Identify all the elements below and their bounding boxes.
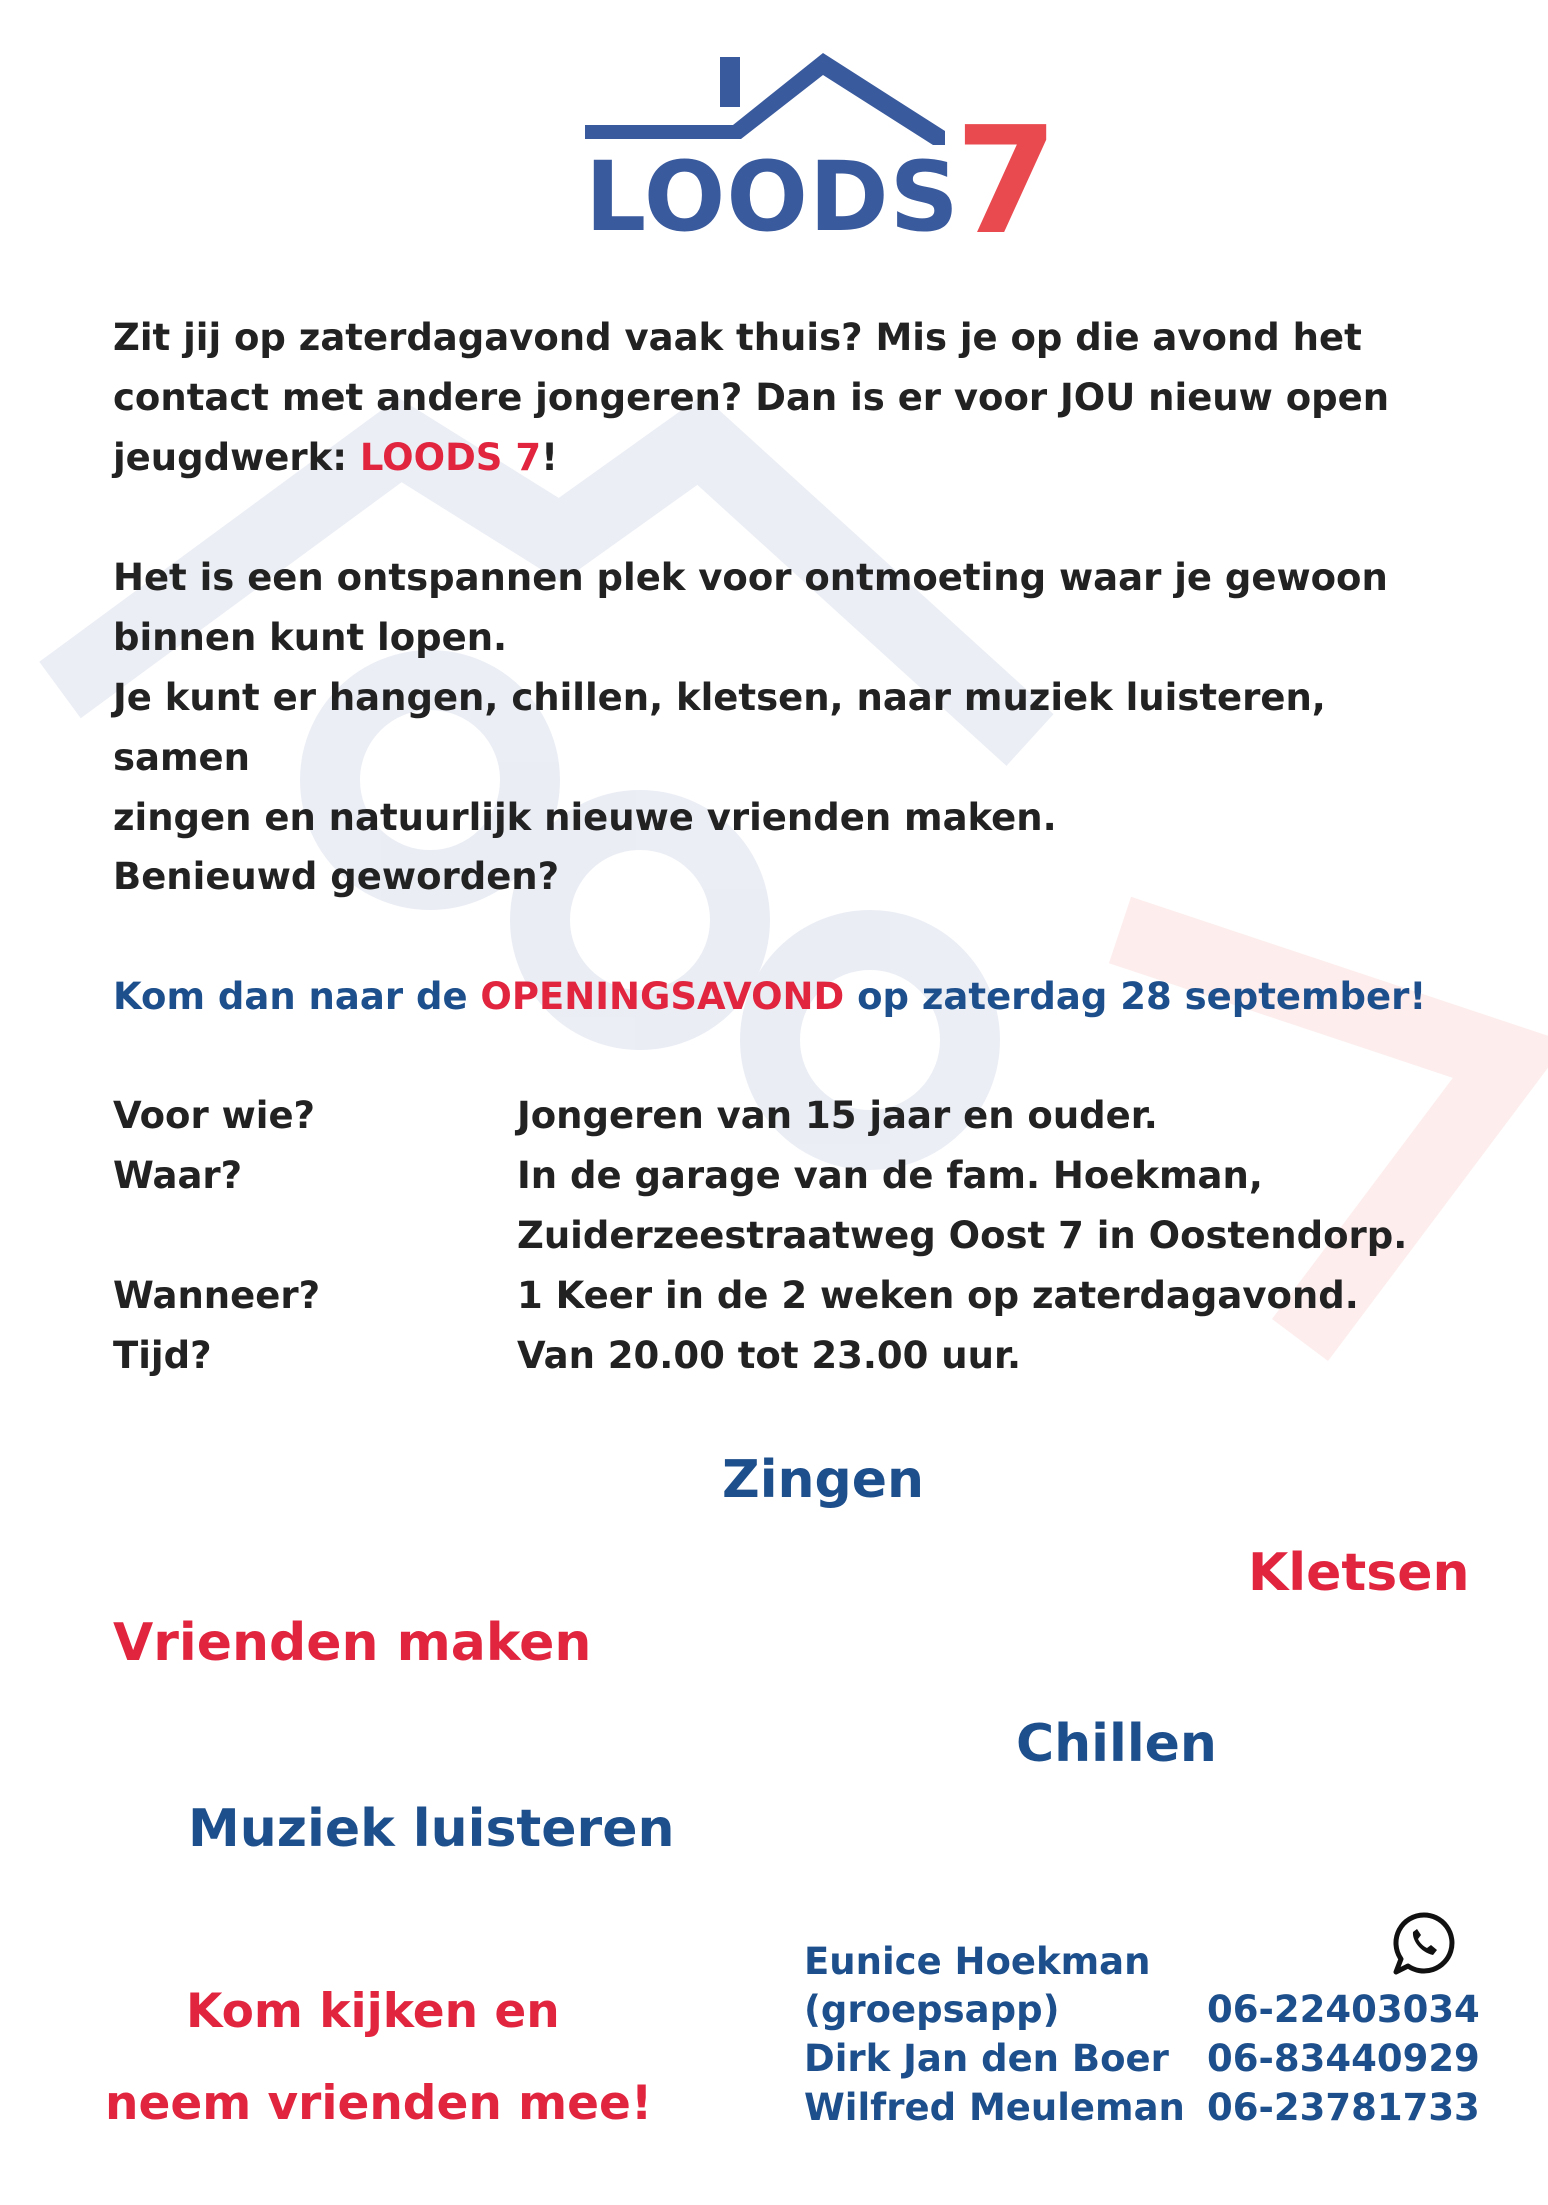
contact-name: Dirk Jan den Boer xyxy=(804,2037,1169,2080)
intro-paragraph xyxy=(113,308,1473,488)
detail-label: Tijd? xyxy=(113,1334,212,1377)
intro-text: ! xyxy=(541,436,558,479)
contact-phone: 06-22403034 xyxy=(1207,1988,1480,2031)
cta-line: neem vrienden mee! xyxy=(105,2076,653,2131)
description-line: zingen en natuurlijk nieuwe vrienden maken. xyxy=(113,796,1057,839)
invite-text: Kom dan naar de xyxy=(113,975,481,1018)
detail-label: Waar? xyxy=(113,1154,243,1197)
whatsapp-icon xyxy=(1390,1910,1458,1978)
intro-line: contact met andere jongeren? Dan is er voor JOU nieuw open xyxy=(113,376,1390,419)
description-paragraph xyxy=(113,548,1473,848)
activity-chillen: Chillen xyxy=(1016,1714,1217,1774)
activity-muziek-luisteren: Muziek luisteren xyxy=(188,1799,675,1859)
opening-highlight: OPENINGSAVOND xyxy=(480,975,845,1018)
description-line: Je kunt er hangen, chillen, kletsen, naar muziek luisteren, samen xyxy=(113,676,1326,779)
detail-value: Jongeren van 15 jaar en ouder. xyxy=(517,1094,1158,1137)
invite-line xyxy=(113,967,1473,1027)
question: Benieuwd geworden? xyxy=(113,855,560,898)
activity-zingen: Zingen xyxy=(722,1450,925,1510)
house-roof-icon xyxy=(585,45,945,145)
detail-value: 1 Keer in de 2 weken op zaterdagavond. xyxy=(517,1274,1359,1317)
loods7-logo xyxy=(585,45,1058,267)
cta-line: Kom kijken en xyxy=(186,1984,560,2039)
intro-text: jeugdwerk: xyxy=(113,436,360,479)
detail-label: Voor wie? xyxy=(113,1094,316,1137)
contact-name: (groepsapp) xyxy=(804,1988,1060,2031)
detail-value: Zuiderzeestraatweg Oost 7 in Oostendorp. xyxy=(517,1214,1408,1257)
contact-name: Eunice Hoekman xyxy=(804,1940,1151,1983)
intro-line: Zit jij op zaterdagavond vaak thuis? Mis je op die avond het xyxy=(113,316,1362,359)
description-line: binnen kunt lopen. xyxy=(113,616,508,659)
logo-word: LOODS xyxy=(585,141,960,253)
logo-number: 7 xyxy=(955,95,1058,267)
detail-value: Van 20.00 tot 23.00 uur. xyxy=(517,1334,1022,1377)
brand-highlight: LOODS 7 xyxy=(359,436,542,479)
contact-name: Wilfred Meuleman xyxy=(804,2086,1185,2129)
detail-label: Wanneer? xyxy=(113,1274,321,1317)
activity-kletsen: Kletsen xyxy=(1248,1543,1470,1603)
description-line: Het is een ontspannen plek voor ontmoeting waar je gewoon xyxy=(113,556,1388,599)
contact-phone: 06-23781733 xyxy=(1207,2086,1480,2129)
detail-value: In de garage van de fam. Hoekman, xyxy=(517,1154,1263,1197)
intro-line xyxy=(113,428,1473,488)
activity-vrienden-maken: Vrienden maken xyxy=(113,1613,592,1673)
contact-phone: 06-83440929 xyxy=(1207,2037,1480,2080)
invite-text: op zaterdag 28 september! xyxy=(844,975,1427,1018)
